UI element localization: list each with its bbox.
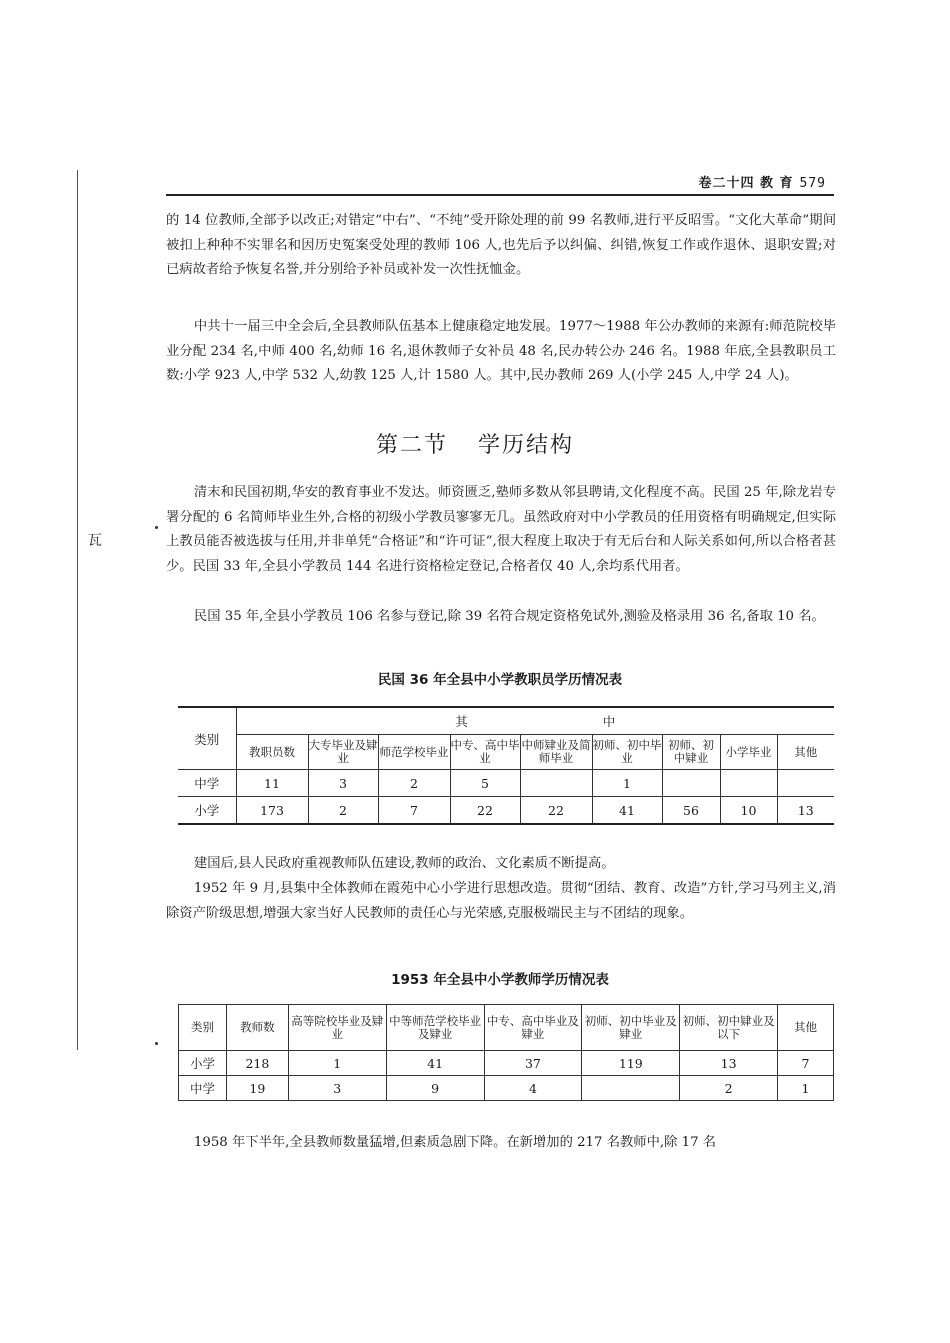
table-cell: 1 bbox=[592, 770, 662, 797]
table-cell: 2 bbox=[378, 770, 450, 797]
margin-mark: 瓦 bbox=[88, 533, 102, 549]
table-cell: 3 bbox=[308, 770, 378, 797]
table2-row-category: 中学 bbox=[179, 1076, 227, 1101]
table2-header-cell: 其他 bbox=[778, 1005, 834, 1051]
table-row bbox=[178, 797, 834, 825]
table1-row-category: 小学 bbox=[178, 797, 236, 825]
margin-dot bbox=[155, 1042, 158, 1045]
table-cell: 2 bbox=[308, 797, 378, 825]
table-cell: 173 bbox=[236, 797, 308, 825]
table2 bbox=[178, 1004, 834, 1101]
table-cell: 22 bbox=[450, 797, 520, 825]
table1-header-cell: 师范学校毕业 bbox=[378, 735, 450, 770]
paragraph-4: 民国 35 年,全县小学教员 106 名参与登记,除 39 名符合规定资格免试外,测验及格录用 36 名,备取 10 名。 bbox=[193, 609, 825, 624]
table-cell: 13 bbox=[680, 1051, 778, 1076]
table1-group-left: 其 bbox=[455, 714, 468, 729]
table2-header-cell: 初师、初中毕业及肄业 bbox=[582, 1005, 680, 1051]
table-row bbox=[179, 1076, 834, 1101]
table1-row-category: 中学 bbox=[178, 770, 236, 797]
table1-category-header: 类别 bbox=[178, 707, 236, 770]
table-cell bbox=[520, 770, 592, 797]
table-cell: 11 bbox=[236, 770, 308, 797]
paragraph-1: 的 14 位教师,全部予以改正;对错定“中右”、“不纯”受开除处理的前 99 名教师,进行平反昭雪。“文化大革命”期间被扣上种种不实罪名和因历史冤案受处理的教师 106 人,也先后予以纠偏、纠错,恢复工作或作退休、退职安置;对已病故者给予恢复名誉,并分别给予补员或补发一次性抚恤金。 bbox=[166, 213, 836, 277]
table-cell: 3 bbox=[288, 1076, 386, 1101]
table1-group-header bbox=[236, 707, 834, 735]
table2-header-cell: 类别 bbox=[179, 1005, 227, 1051]
section-title bbox=[0, 428, 950, 459]
table2-header-cell: 初师、初中肄业及以下 bbox=[680, 1005, 778, 1051]
table-cell: 10 bbox=[720, 797, 777, 825]
table1-header-cell: 初师、初中肄业 bbox=[662, 735, 720, 770]
paragraph-5: 建国后,县人民政府重视教师队伍建设,教师的政治、文化素质不断提高。 bbox=[193, 856, 615, 871]
running-header-text bbox=[698, 172, 826, 191]
paragraph-6: 1952 年 9 月,县集中全体教师在霞苑中心小学进行思想改造。贯彻“团结、教育、改造”方针,学习马列主义,消除资产阶级思想,增强大家当好人民教师的责任心与光荣感,克服极端民主与不团结的现象。 bbox=[166, 881, 836, 921]
table-cell: 41 bbox=[592, 797, 662, 825]
table2-header-cell: 中等师范学校毕业及肄业 bbox=[386, 1005, 484, 1051]
table-cell bbox=[582, 1076, 680, 1101]
paragraph-7: 1958 年下半年,全县教师数量猛增,但素质急剧下降。在新增加的 217 名教师中,除 17 名 bbox=[193, 1135, 717, 1150]
table2-header-cell: 中专、高中毕业及肄业 bbox=[484, 1005, 582, 1051]
table-cell: 19 bbox=[226, 1076, 288, 1101]
page-gutter-line bbox=[77, 170, 78, 1050]
table1 bbox=[178, 706, 834, 825]
table-cell: 13 bbox=[777, 797, 834, 825]
section-number: 第二节 bbox=[375, 433, 448, 458]
table1-header-cell: 大专毕业及肄业 bbox=[308, 735, 378, 770]
table-cell: 9 bbox=[386, 1076, 484, 1101]
table-cell: 119 bbox=[582, 1051, 680, 1076]
table1-header-cell: 教职员数 bbox=[236, 735, 308, 770]
table1-title: 民国 36 年全县中小学教职员学历情况表 bbox=[377, 672, 623, 688]
table2-header-cell: 高等院校毕业及肄业 bbox=[288, 1005, 386, 1051]
table-cell bbox=[662, 770, 720, 797]
chapter-title: 卷二十四 教 育 bbox=[698, 176, 794, 191]
table2-header-cell: 教师数 bbox=[226, 1005, 288, 1051]
paragraph-3: 清末和民国初期,华安的教育事业不发达。师资匮乏,塾师多数从邻县聘请,文化程度不高。民国 25 年,除龙岩专署分配的 6 名简师毕业生外,合格的初级小学教员寥寥无几。虽然政府对中小学教员的任用资格有明确规定,但实际上教员能否被选拔与任用,并非单凭“合格证”和“许可证”,很大程度上取决于有无后台和人际关系如何,所以合格者甚少。民国 33 年,全县小学教员 144 名进行资格检定登记,合格者仅 40 人,余均系代用者。 bbox=[166, 485, 836, 574]
margin-dot bbox=[155, 526, 158, 529]
table-cell bbox=[777, 770, 834, 797]
table-cell: 5 bbox=[450, 770, 520, 797]
table-row bbox=[179, 1051, 834, 1076]
table1-header-cell: 中师肄业及简师毕业 bbox=[520, 735, 592, 770]
table-row bbox=[178, 770, 834, 797]
table1-header-cell: 中专、高中毕业 bbox=[450, 735, 520, 770]
table-cell bbox=[720, 770, 777, 797]
page-number: 579 bbox=[799, 176, 826, 191]
table-cell: 7 bbox=[378, 797, 450, 825]
table-cell: 1 bbox=[778, 1076, 834, 1101]
table1-header-cell: 小学毕业 bbox=[720, 735, 777, 770]
table1-header-cell: 其他 bbox=[777, 735, 834, 770]
table1-group-right: 中 bbox=[602, 714, 616, 729]
table-cell: 56 bbox=[662, 797, 720, 825]
table2-row-category: 小学 bbox=[179, 1051, 227, 1076]
section-name: 学历结构 bbox=[478, 433, 575, 458]
table-cell: 218 bbox=[226, 1051, 288, 1076]
table-cell: 37 bbox=[484, 1051, 582, 1076]
table-cell: 4 bbox=[484, 1076, 582, 1101]
table-cell: 41 bbox=[386, 1051, 484, 1076]
table-cell: 22 bbox=[520, 797, 592, 825]
table2-title: 1953 年全县中小学教师学历情况表 bbox=[391, 972, 609, 988]
table-cell: 1 bbox=[288, 1051, 386, 1076]
paragraph-2: 中共十一届三中全会后,全县教师队伍基本上健康稳定地发展。1977～1988 年公办教师的来源有:师范院校毕业分配 234 名,中师 400 名,幼师 16 名,退休教师子女补员 48 名,民办转公办 246 名。1988 年底,全县教职员工数:小学 923 人,中学 532 人,幼教 125 人,计 1580 人。其中,民办教师 269 人(小学 245 人,中学 24 人)。 bbox=[166, 319, 836, 383]
table-cell: 7 bbox=[778, 1051, 834, 1076]
table1-header-cell: 初师、初中毕业 bbox=[592, 735, 662, 770]
table-cell: 2 bbox=[680, 1076, 778, 1101]
running-header bbox=[166, 172, 834, 196]
